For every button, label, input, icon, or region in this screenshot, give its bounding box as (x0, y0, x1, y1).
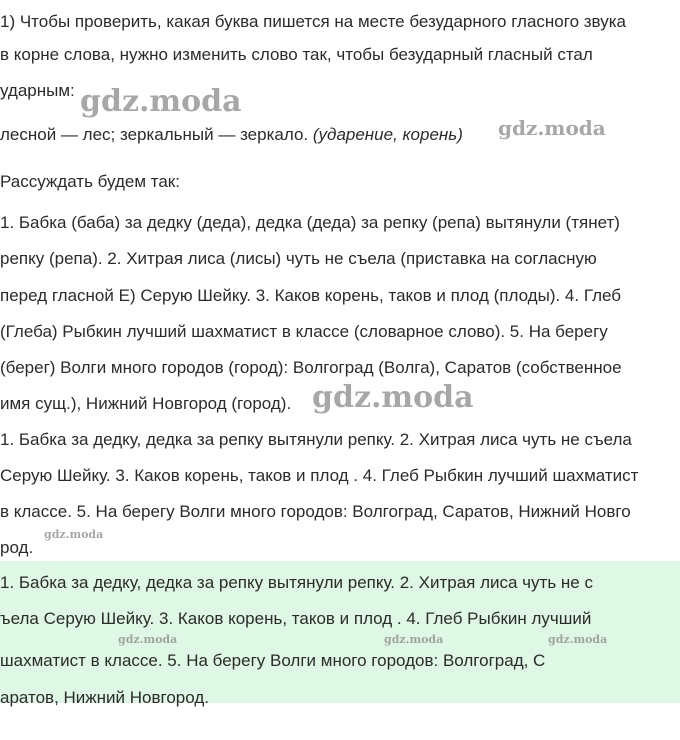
intro-line-1: 1) Чтобы проверить, какая буква пишется на месте безударного гласного звука (0, 12, 626, 31)
watermark-logo: gdz.moda (548, 633, 608, 646)
highlight-line-4: аратов, Нижний Новгород. (0, 688, 209, 707)
answer-line-2: Серую Шейку. 3. Каков корень, таков и плод . 4. Глеб Рыбкин лучший шахматист (0, 466, 639, 485)
reasoning-line-1: 1. Бабка (баба) за дедку (деда), дедка (деда) за репку (репа) вытянули (тянет) (0, 213, 620, 232)
answer-line-3: в классе. 5. На берегу Волги много городов: Волгоград, Саратов, Нижний Новго (0, 502, 631, 521)
answer-line-1: 1. Бабка за дедку, дедка за репку вытянули репку. 2. Хитрая лиса чуть не съела (0, 430, 632, 449)
reasoning-line-6: имя сущ.), Нижний Новгород (город). (0, 394, 292, 413)
reasoning-line-3: перед гласной Е) Серую Шейку. 3. Каков корень, таков и плод (плоды). 4. Глеб (0, 286, 621, 305)
intro-line-2: в корне слова, нужно изменить слово так, чтобы безударный гласный стал (0, 45, 593, 64)
reasoning-line-5: (берег) Волги много городов (город): Волгоград (Волга), Саратов (собственное (0, 358, 622, 377)
watermark-logo: gdz.moda (118, 633, 178, 646)
intro-line-3: ударным: (0, 81, 75, 100)
highlight-line-2: ъела Серую Шейку. 3. Каков корень, таков и плод . 4. Глеб Рыбкин лучший (0, 609, 592, 628)
watermark-logo: gdz.moda (312, 380, 474, 415)
watermark-logo: gdz.moda (498, 116, 606, 140)
answer-line-4: род. (0, 538, 34, 557)
example-note: (ударение, корень) (312, 125, 463, 144)
reasoning-heading: Рассуждать будем так: (0, 172, 180, 191)
watermark-logo: gdz.moda (44, 528, 104, 541)
highlight-line-3: шахматист в классе. 5. На берегу Волги много городов: Волгоград, С (0, 651, 546, 670)
example-line (0, 125, 463, 145)
watermark-logo: gdz.moda (384, 633, 444, 646)
highlight-line-1: 1. Бабка за дедку, дедка за репку вытянули репку. 2. Хитрая лиса чуть не с (0, 573, 593, 592)
reasoning-line-4: (Глеба) Рыбкин лучший шахматист в классе (словарное слово). 5. На берегу (0, 322, 608, 341)
example-text: лесной — лес; зеркальный — зеркало. (0, 125, 309, 144)
reasoning-line-2: репку (репа). 2. Хитрая лиса (лисы) чуть не съела (приставка на согласную (0, 249, 597, 268)
watermark-logo: gdz.moda (80, 84, 242, 119)
